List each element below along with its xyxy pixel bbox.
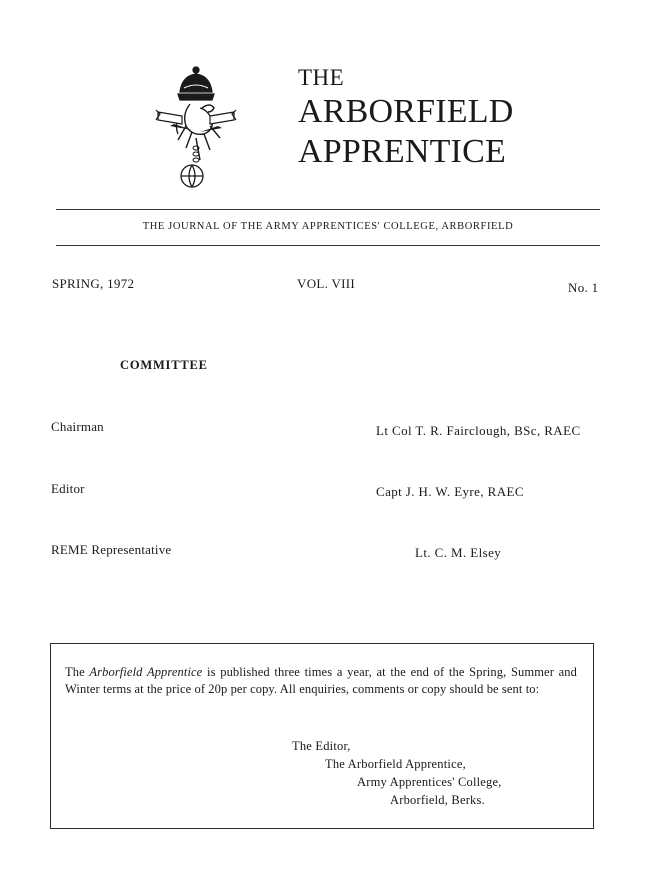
committee-member-name: Lt. C. M. Elsey bbox=[415, 545, 502, 560]
committee-member-name: Capt J. H. W. Eyre, RAEC bbox=[376, 484, 524, 499]
journal-title bbox=[298, 64, 598, 172]
address-line: The Editor, bbox=[292, 739, 351, 753]
committee-role: Editor bbox=[51, 481, 85, 496]
notice-text-rest: is published three times a year, at the end of the Spring, Summer and Winter terms at the price of 20p per copy. All enquiries, comments or copy should be sent to: bbox=[65, 665, 577, 696]
address-line: Army Apprentices' College, bbox=[357, 775, 502, 789]
notice-journal-name: Arborfield Apprentice bbox=[89, 665, 203, 679]
notice-text-start: The bbox=[65, 665, 90, 679]
divider-top bbox=[56, 209, 600, 210]
issue-volume: VOL. VIII bbox=[297, 276, 356, 291]
address-line: Arborfield, Berks. bbox=[390, 793, 485, 807]
issue-number: No. 1 bbox=[568, 280, 599, 295]
publication-notice-text bbox=[65, 664, 577, 698]
publication-notice-box bbox=[50, 643, 594, 829]
title-line-the: THE bbox=[298, 65, 345, 90]
committee-heading: COMMITTEE bbox=[120, 358, 208, 372]
committee-role: REME Representative bbox=[51, 542, 172, 557]
committee-role: Chairman bbox=[51, 419, 104, 434]
title-line-apprentice: APPRENTICE bbox=[298, 133, 506, 170]
divider-bottom bbox=[56, 245, 600, 246]
reme-crest-icon bbox=[152, 64, 240, 192]
journal-subtitle: THE JOURNAL OF THE ARMY APPRENTICES' COLLEGE, ARBORFIELD bbox=[142, 221, 514, 232]
title-line-arborfield: ARBORFIELD bbox=[298, 93, 514, 130]
committee-member-name: Lt Col T. R. Fairclough, BSc, RAEC bbox=[376, 423, 581, 438]
address-line: The Arborfield Apprentice, bbox=[325, 757, 466, 771]
issue-date: SPRING, 1972 bbox=[52, 276, 135, 291]
